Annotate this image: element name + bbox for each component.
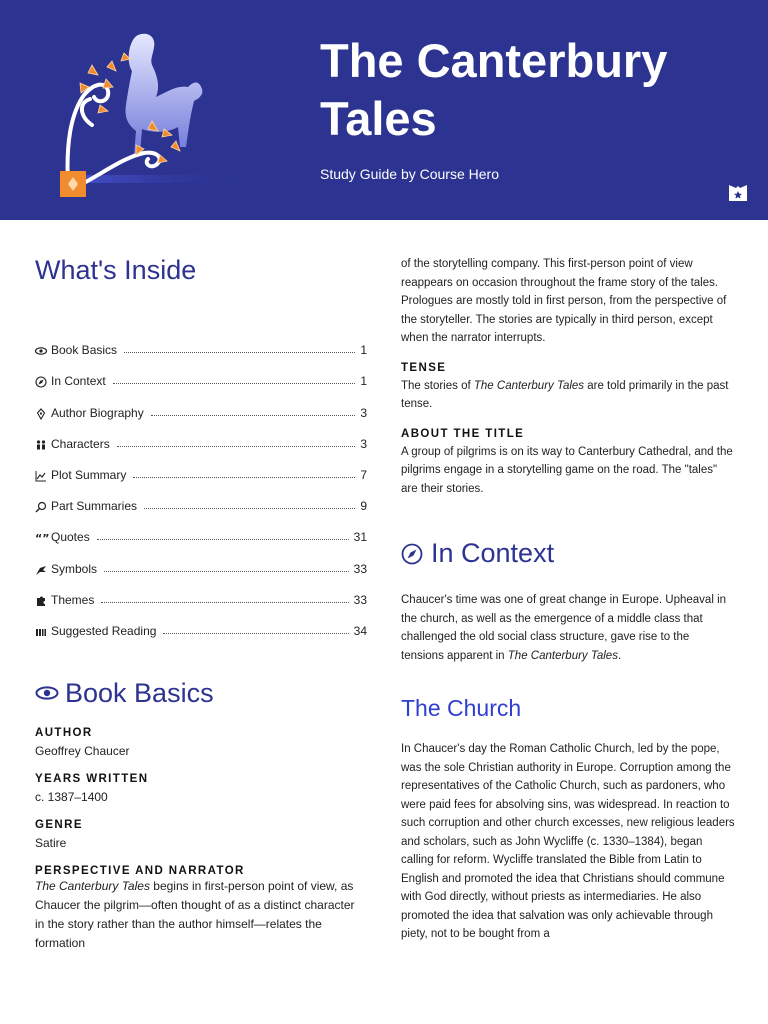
header-banner xyxy=(0,0,768,220)
toc-item-page: 31 xyxy=(353,530,367,545)
people-icon xyxy=(35,439,47,451)
toc-item-quotes[interactable] xyxy=(35,513,367,544)
toc-item-label: Part Summaries xyxy=(51,499,138,514)
magnifier-icon xyxy=(35,501,47,513)
pilgrim-horse-illustration xyxy=(40,25,260,205)
toc-leader-dots xyxy=(97,539,349,540)
about-title-text: A group of pilgrims is on its way to Canterbury Cathedral, and the pilgrims engage in a storytelling game on the road. The "tales" are their stories. xyxy=(401,445,733,495)
course-hero-badge-icon xyxy=(728,183,748,203)
book-basics-facts xyxy=(35,727,367,953)
tense-label: TENSE xyxy=(401,361,447,374)
table-of-contents xyxy=(35,326,367,638)
tense-text xyxy=(401,377,735,414)
toc-item-book-basics[interactable] xyxy=(35,326,367,357)
toc-item-page: 9 xyxy=(360,499,367,514)
genre-label: GENRE xyxy=(35,818,83,831)
toc-item-label: Plot Summary xyxy=(51,467,127,482)
toc-leader-dots xyxy=(101,602,348,603)
in-context-intro xyxy=(401,591,735,665)
toc-leader-dots xyxy=(124,352,355,353)
left-column xyxy=(35,255,367,953)
toc-item-page: 7 xyxy=(360,467,367,482)
eye-icon xyxy=(35,345,47,357)
line-chart-icon xyxy=(35,470,47,482)
quote-icon xyxy=(35,532,50,546)
in-context-heading-row xyxy=(401,538,735,569)
perspective-text xyxy=(35,877,367,953)
author-value: Geoffrey Chaucer xyxy=(35,743,130,758)
genre-value: Satire xyxy=(35,835,67,850)
perspective-body: begins in first-person point of view, as Chaucer the pilgrim—often thought of as a distinct character in the story rather than the author himself—relates the formation xyxy=(35,878,355,950)
toc-item-plot-summary[interactable] xyxy=(35,451,367,482)
years-value: c. 1387–1400 xyxy=(35,789,108,804)
book-basics-heading: Book Basics xyxy=(65,677,214,708)
book-title-italic: The Canterbury Tales xyxy=(473,379,585,392)
about-title-label: ABOUT THE TITLE xyxy=(401,427,525,440)
book-title-italic: The Canterbury Tales xyxy=(35,878,150,893)
toc-item-page: 1 xyxy=(360,343,367,358)
toc-item-label: Author Biography xyxy=(51,405,144,420)
tense-pre: The stories of xyxy=(401,379,474,392)
toc-item-page: 33 xyxy=(353,561,367,576)
pen-nib-icon xyxy=(35,408,47,420)
toc-leader-dots xyxy=(133,477,355,478)
intro-pre: Chaucer's time was one of great change in Europe. Upheaval in the church, as well as the emergence of a middle class that challenged the old social class structure, gave rise to the tensions apparent in xyxy=(401,594,727,662)
toc-heading: What's Inside xyxy=(35,255,197,285)
toc-item-page: 33 xyxy=(353,592,367,607)
svg-text:“”: “” xyxy=(35,532,50,546)
puzzle-icon xyxy=(35,595,47,607)
perspective-label: PERSPECTIVE AND NARRATOR xyxy=(35,864,245,877)
toc-item-part-summaries[interactable] xyxy=(35,482,367,513)
in-context-heading: In Context xyxy=(431,538,555,568)
toc-leader-dots xyxy=(104,571,349,572)
author-label: AUTHOR xyxy=(35,726,93,739)
page-subtitle: Study Guide by Course Hero xyxy=(320,166,499,182)
church-text: In Chaucer's day the Roman Catholic Church, led by the pope, was the sole Christian authority in Europe. Corruption among the representatives of the Catholic Church, such as pardoners, who were paid fees for absolving sins, was widespread. In reaction to such corruption and other church excesses, new religious leaders and scholars, such as John Wycliffe (c. 1330–1384), began calling for reform. Wycliffe translated the Bible from Latin to English and promoted the idea that Christians should commune with God directly, without priests as intermediaries. He also promoted the idea that salvation was only achievable through piety, not to be bought from a xyxy=(401,743,735,940)
toc-item-page: 3 xyxy=(360,405,367,420)
tense-post: are told primarily in the past tense. xyxy=(401,379,729,410)
books-icon xyxy=(35,626,47,638)
compass-icon xyxy=(35,376,47,388)
perspective-continued: of the storytelling company. This first-person point of view reappears on occasion throughout the frame story of the tales. Prologues are mostly told in first person, from the perspective of the storyteller. The stories are typically in third person, except when the narrator interrupts. xyxy=(401,258,727,344)
flag-icon xyxy=(35,564,47,576)
toc-item-label: Themes xyxy=(51,592,95,607)
toc-item-suggested-reading[interactable] xyxy=(35,607,367,638)
right-column xyxy=(401,255,735,944)
toc-item-label: Characters xyxy=(51,436,110,451)
toc-item-author-biography[interactable] xyxy=(35,388,367,419)
eye-icon xyxy=(35,685,59,701)
toc-item-in-context[interactable] xyxy=(35,357,367,388)
intro-post: . xyxy=(617,649,622,662)
toc-item-label: Book Basics xyxy=(51,343,118,358)
toc-leader-dots xyxy=(117,446,356,447)
author-fact xyxy=(35,727,367,761)
years-label: YEARS WRITTEN xyxy=(35,772,149,785)
toc-item-label: Suggested Reading xyxy=(51,623,157,638)
book-basics-heading-row xyxy=(35,678,367,709)
toc-item-characters[interactable] xyxy=(35,420,367,451)
perspective-fact xyxy=(35,865,367,953)
toc-item-label: Quotes xyxy=(51,530,90,545)
genre-fact xyxy=(35,819,367,853)
church-heading: The Church xyxy=(401,695,522,721)
toc-leader-dots xyxy=(144,508,355,509)
toc-leader-dots xyxy=(163,633,348,634)
toc-item-label: Symbols xyxy=(51,561,98,576)
toc-item-symbols[interactable] xyxy=(35,544,367,575)
toc-leader-dots xyxy=(113,383,356,384)
toc-leader-dots xyxy=(151,415,356,416)
toc-item-page: 1 xyxy=(360,374,367,389)
toc-item-page: 3 xyxy=(360,436,367,451)
years-fact xyxy=(35,773,367,807)
toc-item-themes[interactable] xyxy=(35,576,367,607)
book-title-italic: The Canterbury Tales xyxy=(507,649,618,662)
toc-item-label: In Context xyxy=(51,374,106,389)
compass-icon xyxy=(401,543,423,565)
toc-item-page: 34 xyxy=(353,623,367,638)
page-title: The Canterbury Tales xyxy=(320,34,668,145)
